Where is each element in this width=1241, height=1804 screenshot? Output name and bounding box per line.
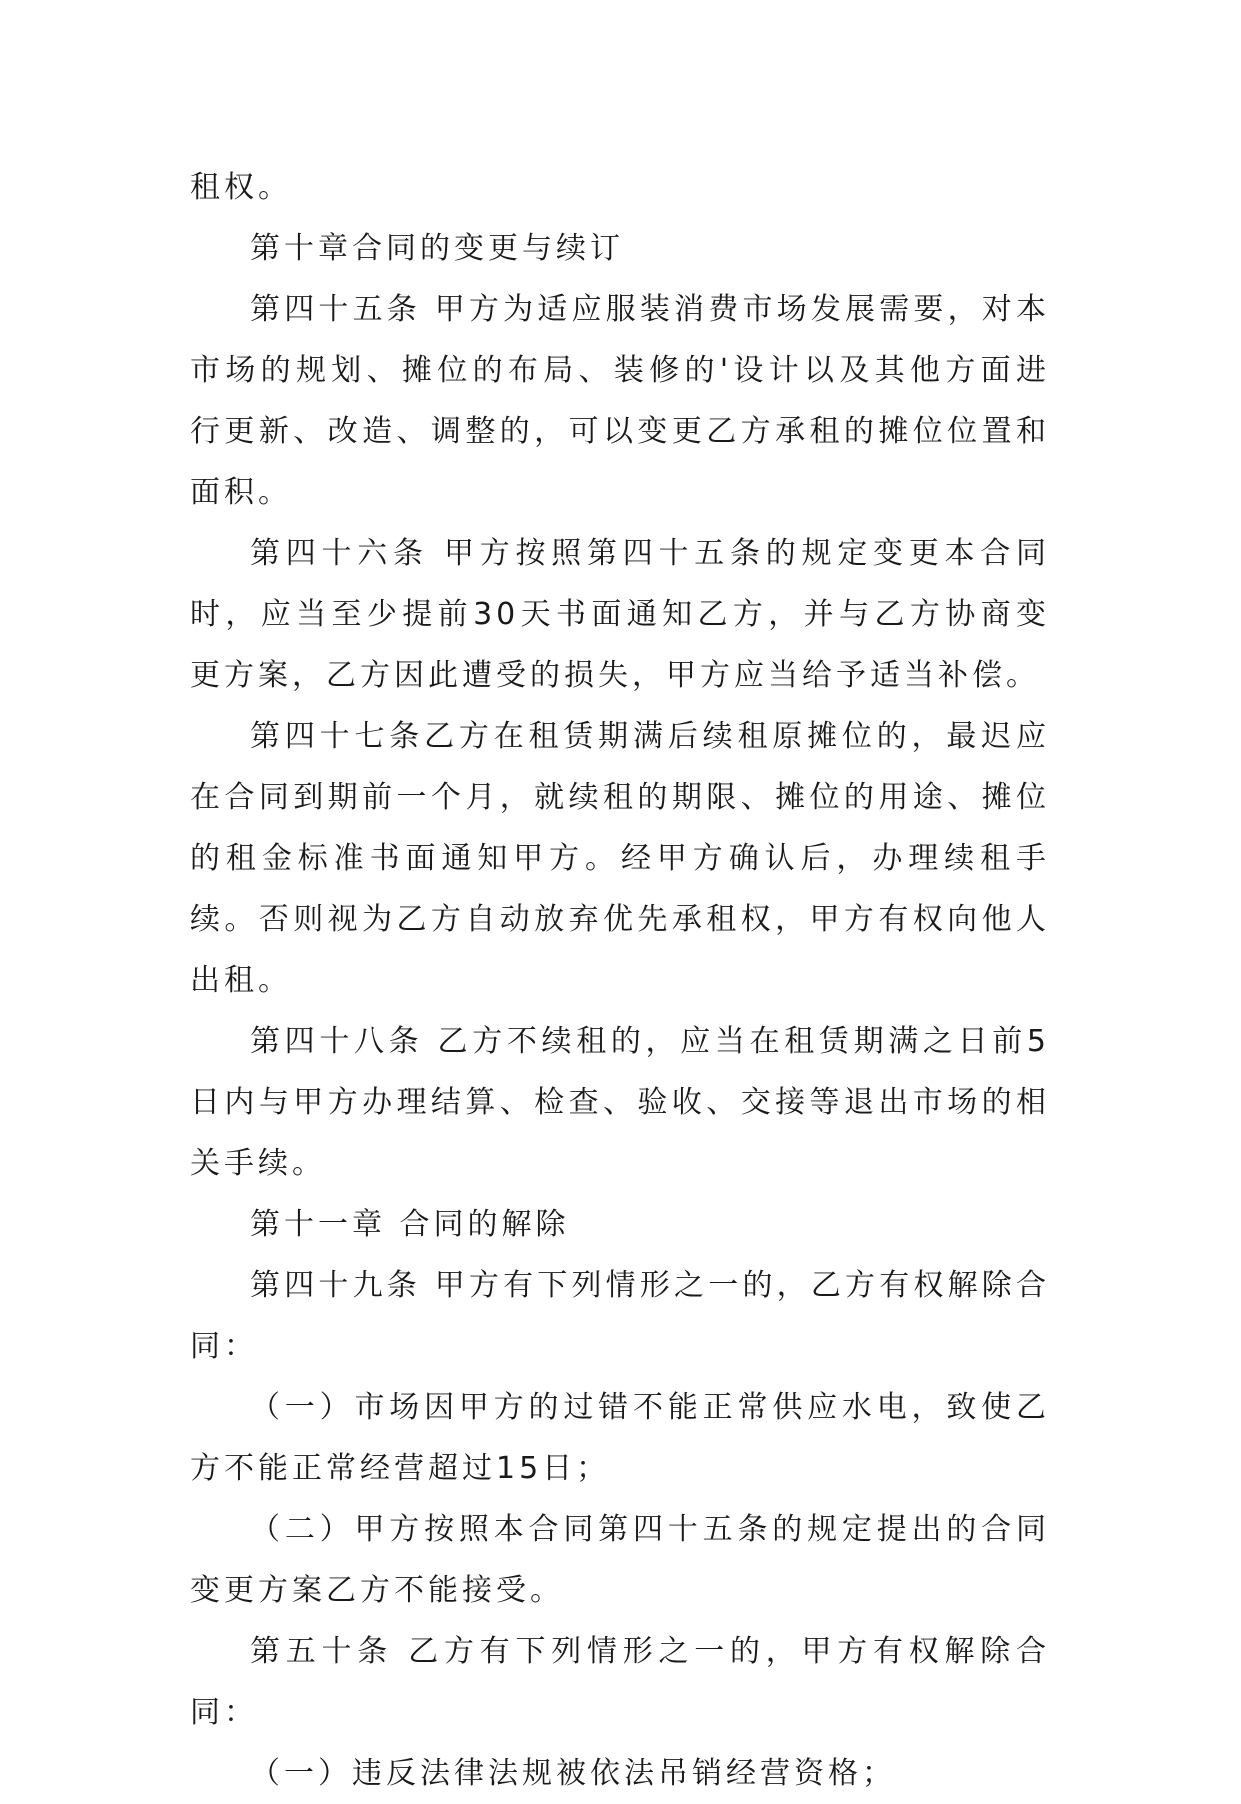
article-46: 第四十六条 甲方按照第四十五条的规定变更本合同时，应当至少提前30天书面通知乙方，并与乙方协商变更方案，乙方因此遭受的损失，甲方应当给予适当补偿。 [190, 536, 1050, 693]
chapter-heading-10: 第十章合同的变更与续订 [250, 231, 624, 266]
article-50-item-1: （一）违反法律法规被依法吊销经营资格； [250, 1756, 896, 1791]
article-49-item-1: （一）市场因甲方的过错不能正常供应水电，致使乙方不能正常经营超过15日； [190, 1390, 1050, 1486]
article-49-item-2: （二）甲方按照本合同第四十五条的规定提出的合同变更方案乙方不能接受。 [190, 1512, 1050, 1608]
paragraph-continuation: 租权。 [190, 170, 292, 205]
chapter-heading-11: 第十一章 合同的解除 [250, 1207, 570, 1242]
article-45: 第四十五条 甲方为适应服装消费市场发展需要，对本市场的规划、摊位的布局、装修的'设计以及其他方面进行更新、改造、调整的，可以变更乙方承租的摊位位置和面积。 [190, 292, 1050, 510]
article-48: 第四十八条 乙方不续租的，应当在租赁期满之日前5日内与甲方办理结算、检查、验收、交接等退出市场的相关手续。 [190, 1024, 1050, 1181]
article-49: 第四十九条 甲方有下列情形之一的，乙方有权解除合同： [190, 1268, 1050, 1364]
article-47: 第四十七条乙方在租赁期满后续租原摊位的，最迟应在合同到期前一个月，就续租的期限、摊位的用途、摊位的租金标准书面通知甲方。经甲方确认后，办理续租手续。否则视为乙方自动放弃优先承租权，甲方有权向他人出租。 [190, 719, 1050, 998]
article-50: 第五十条 乙方有下列情形之一的，甲方有权解除合同： [190, 1634, 1050, 1730]
document-body [190, 157, 1050, 1804]
